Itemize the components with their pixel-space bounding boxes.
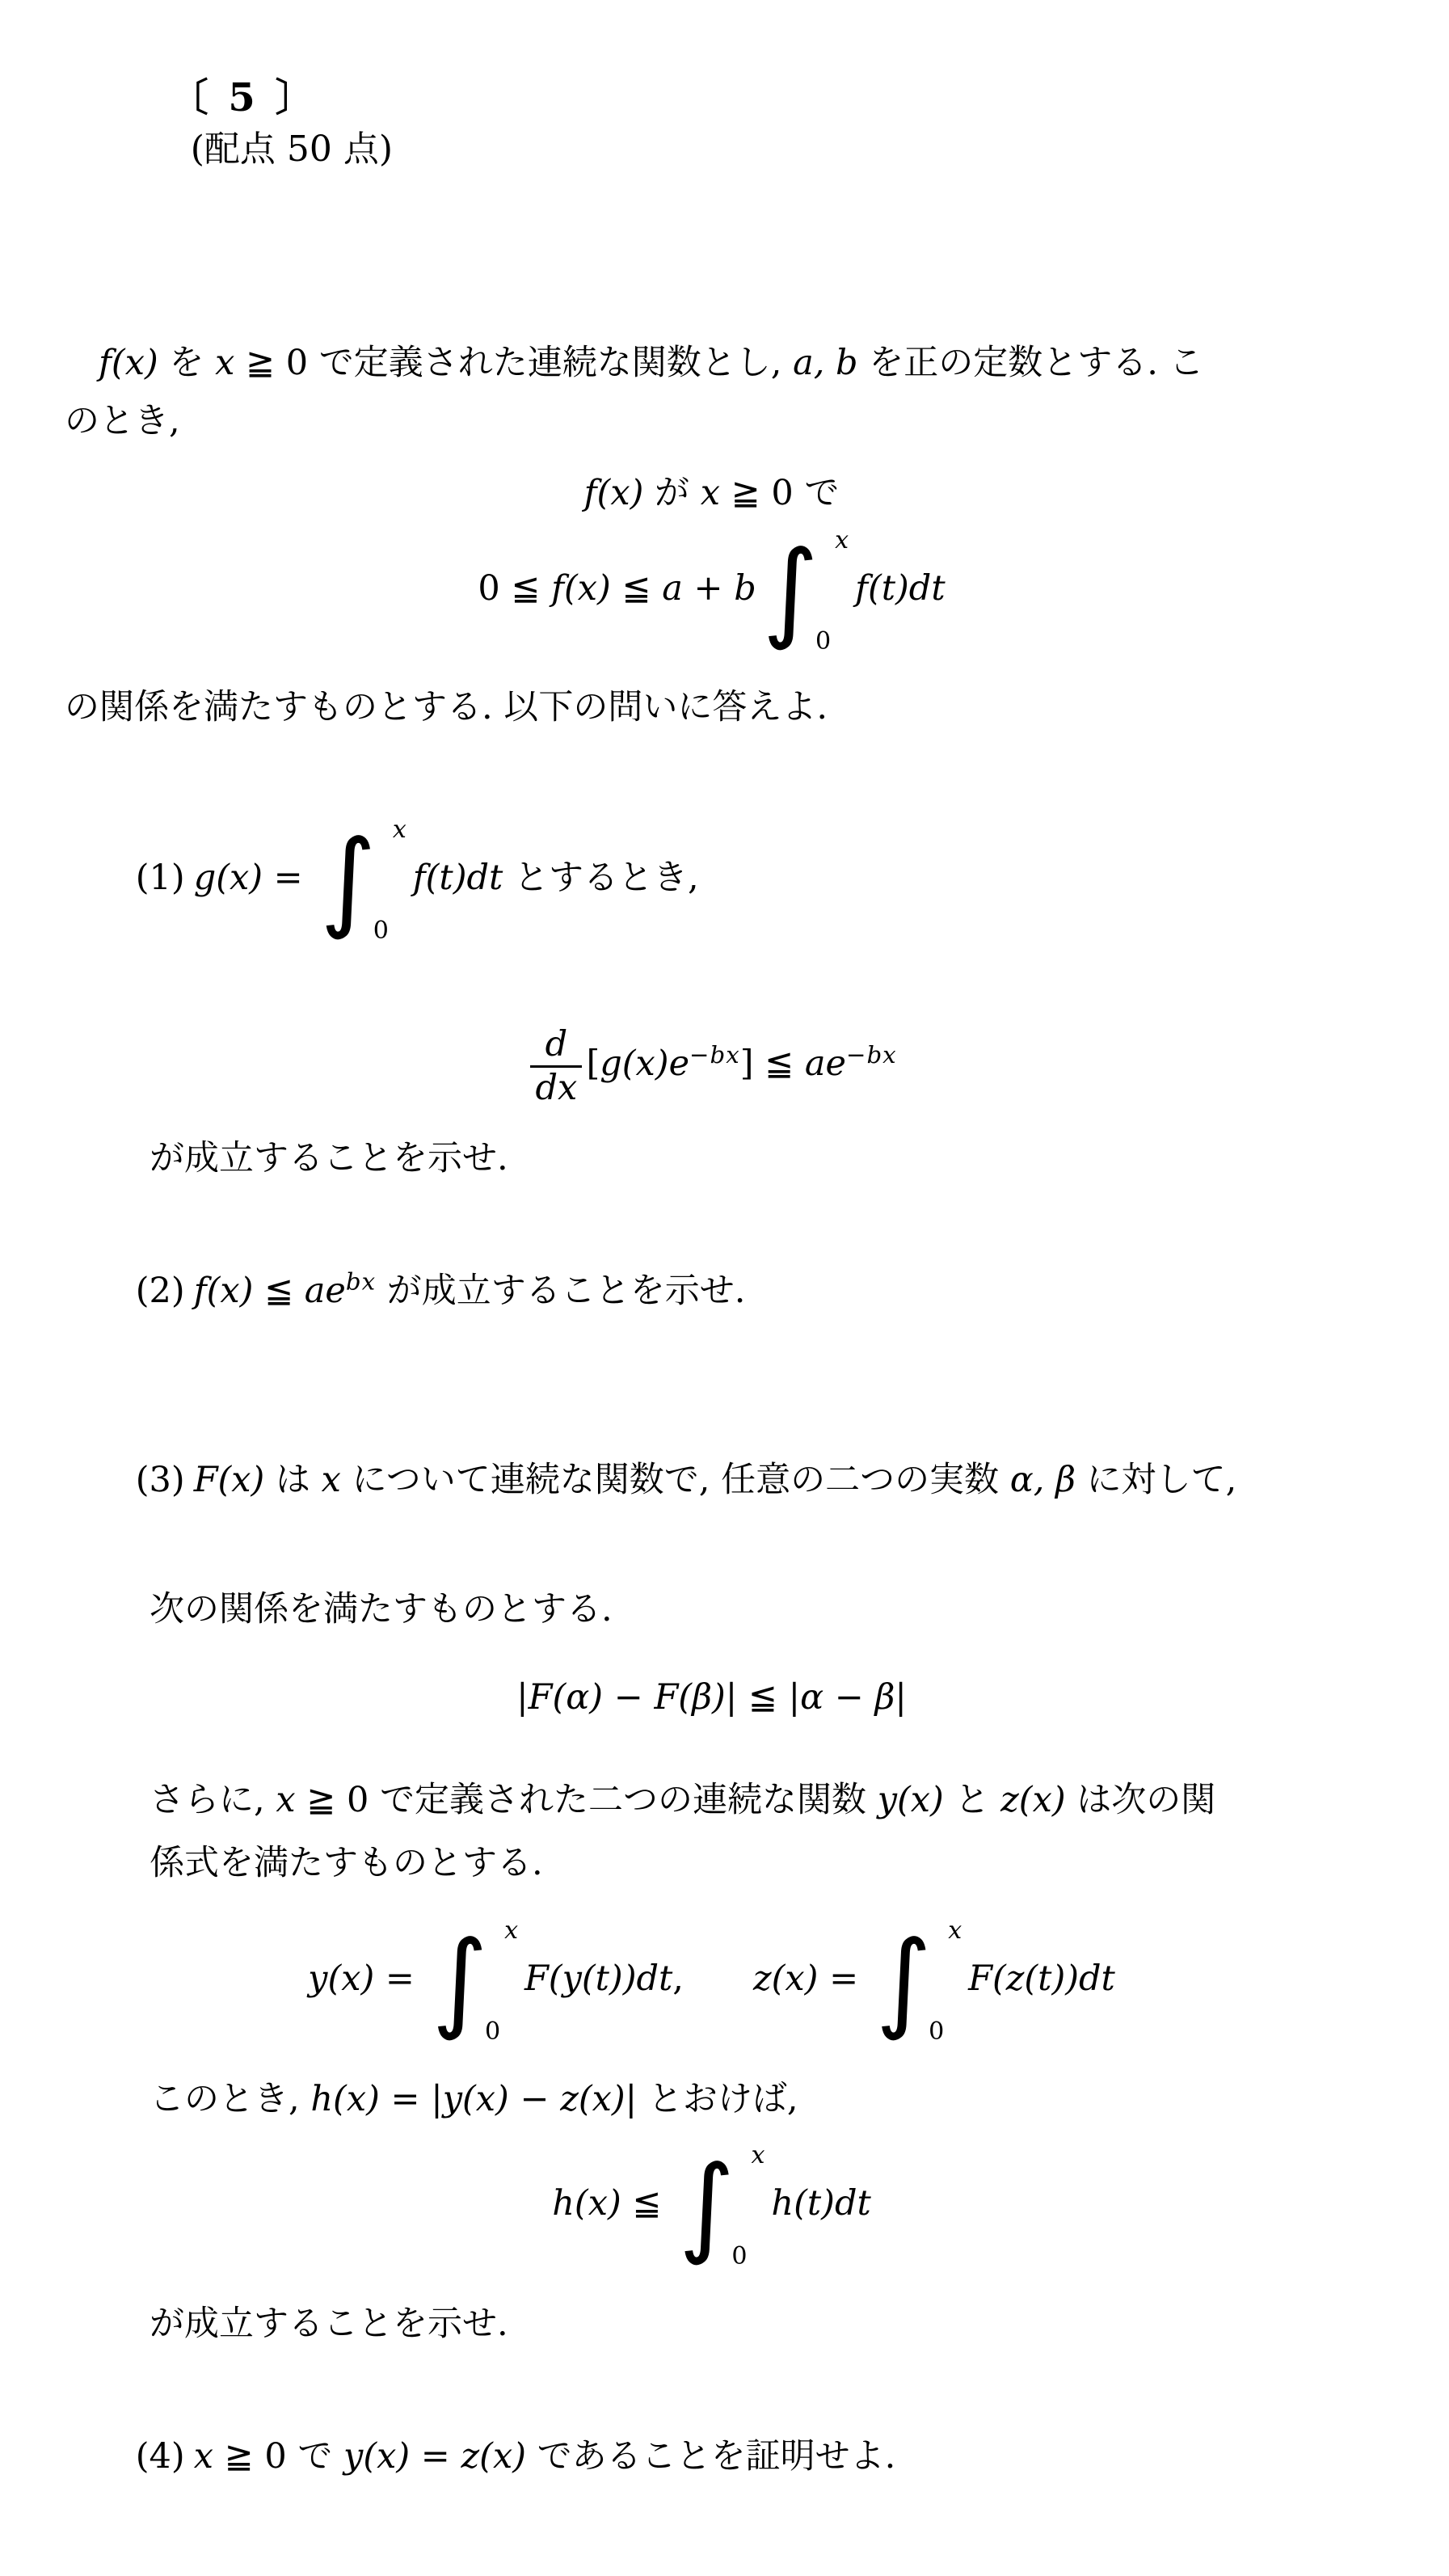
math-upright-run: | ≦ | (725, 1677, 801, 1718)
problem-item-2 (91, 1204, 1401, 1378)
math-italic-run: h(t)dt (771, 2183, 871, 2224)
math-upright-run: − (508, 2079, 561, 2120)
integral-sign: ∫ x 0 (875, 1916, 962, 2047)
math-italic-run: y(x) (343, 2436, 411, 2477)
text-run: は次の関 (1065, 1780, 1216, 1821)
math-italic-run: x (700, 473, 720, 513)
equation-lipschitz (65, 1671, 1401, 1724)
text-run: は (264, 1460, 322, 1501)
item-3-paragraph-2-line-1 (150, 1769, 1401, 1832)
math-upright-run: ≦ (610, 567, 663, 609)
text-run: が成立することを示せ. (376, 1271, 746, 1312)
problem-header (125, 23, 1401, 225)
math-upright-run: 0 ≦ (478, 567, 552, 609)
math-upright-run: = | (379, 2079, 443, 2120)
math-italic-run: f(x) (193, 1271, 254, 1312)
item-3-number: (3) (135, 1460, 185, 1501)
math-italic-run: a, b (793, 343, 858, 383)
problem-number: 〔 5 〕 (169, 75, 318, 120)
math-italic-run: h(x) (552, 2183, 621, 2224)
math-upright-run: , (672, 1958, 684, 2000)
math-upright-run: − (823, 1677, 875, 1718)
math-italic-run: b (734, 567, 756, 609)
item-2-text (193, 1268, 746, 1312)
math-upright-run: ≧ 0 (719, 473, 805, 513)
math-italic-run: x (193, 2436, 213, 2477)
math-upright-run: ≧ 0 (295, 1780, 381, 1821)
text-run: 係式を満たすものとする. (150, 1843, 543, 1884)
math-upright-run: [ (586, 1043, 600, 1085)
math-italic-run: y(x) (308, 1958, 375, 2000)
math-italic-run: α (800, 1677, 824, 1718)
condition-line (65, 468, 1401, 518)
math-italic-run: ae (304, 1271, 346, 1312)
equation-y-z-definitions (65, 1915, 1401, 2047)
problem-item-1 (91, 756, 1401, 1005)
math-upright-run: ] ≦ (739, 1043, 805, 1085)
equation-derivative-inequality (65, 1016, 1401, 1116)
text-run: このとき, (150, 2079, 311, 2120)
intro-line-1 (65, 334, 1401, 392)
math-italic-run: z(x) (1000, 1780, 1066, 1821)
item-1-number: (1) (135, 857, 185, 898)
text-run: が成立することを示せ. (150, 2304, 508, 2345)
integral-sign: ∫ x 0 (678, 2141, 765, 2271)
intro-line-2 (65, 392, 1401, 450)
math-upright-run: ≧ 0 (213, 2436, 298, 2477)
item-2-number: (2) (135, 1271, 185, 1312)
math-upright-run: ≦ (621, 2183, 673, 2224)
item-1-conclusion (150, 1129, 1401, 1187)
math-upright-run: + (682, 567, 735, 609)
math-italic-run: x (215, 343, 235, 383)
math-italic-run: h(x) (310, 2079, 380, 2120)
equation-main-inequality (65, 525, 1401, 657)
text-run: を (158, 343, 216, 383)
math-italic-run: F(x) (193, 1460, 265, 1501)
math-upright-run: − (603, 1677, 655, 1718)
math-italic-run: f(x) (551, 567, 611, 609)
math-italic-run: x (276, 1780, 296, 1821)
math-upright-run: | (895, 1677, 907, 1718)
item-4-number: (4) (135, 2436, 185, 2477)
math-upright-run: = (374, 1958, 426, 2000)
text-run: を正の定数とする. こ (857, 343, 1204, 383)
text-run: のとき, (65, 401, 180, 441)
text-run: に対して, (1076, 1460, 1237, 1501)
item-3-text-line-1 (194, 1460, 1237, 1500)
math-italic-run: f(x) (99, 343, 158, 383)
text-run: で定義された二つの連続な関数 (380, 1780, 878, 1821)
text-run: について連続な関数で, 任意の二つの実数 (340, 1460, 1010, 1501)
item-3-text-line-2 (150, 1580, 1401, 1638)
math-italic-run: z(x) (752, 1958, 819, 2000)
text-run: で (297, 2436, 344, 2477)
points-note: (配点 50 点) (190, 129, 393, 170)
equation-h-inequality (65, 2140, 1401, 2272)
math-italic-run: f(t)dt (855, 567, 946, 609)
math-italic-run: α, β (1009, 1460, 1076, 1501)
item-3-paragraph-2-line-2 (150, 1832, 1401, 1895)
math-italic-run: z(x) (461, 2436, 526, 2477)
math-italic-run: g(x) (193, 857, 263, 898)
item-3-paragraph-2 (65, 1769, 1401, 1895)
superscript: bx (345, 1268, 377, 1296)
text-run: とするとき, (503, 857, 699, 898)
math-italic-run: F(β) (654, 1677, 726, 1718)
math-italic-run: a (662, 567, 683, 609)
text-run: とおけば, (637, 2079, 798, 2120)
text-run: さらに, (150, 1780, 276, 1821)
item-3-paragraph-3 (150, 2070, 1401, 2128)
integral-sign: ∫ x 0 (762, 525, 849, 656)
math-italic-run: ae (804, 1043, 846, 1085)
integral-sign: ∫ x 0 (320, 815, 406, 946)
fraction: $\frac{d}{dx}$ (530, 1024, 582, 1108)
superscript: −bx (689, 1040, 740, 1069)
math-italic-run: f(t)dt (412, 857, 503, 898)
math-italic-run: x (321, 1460, 341, 1501)
math-italic-run: F(α) (528, 1677, 604, 1718)
math-italic-run: F(y(t))dt (524, 1958, 673, 2000)
math-italic-run: f(x) (583, 473, 644, 513)
intro-paragraph (65, 334, 1401, 450)
math-upright-run: ≦ (253, 1271, 305, 1312)
math-upright-run: | (625, 2079, 638, 2120)
math-italic-run: y(x) (442, 2079, 509, 2120)
math-italic-run: z(x) (560, 2079, 626, 2120)
math-italic-run: y(x) (877, 1780, 944, 1821)
math-italic-run: β (874, 1677, 895, 1718)
text-run: であることを証明せよ. (525, 2436, 896, 2477)
problem-item-3 (91, 1393, 1401, 1567)
math-upright-run: | (516, 1677, 529, 1718)
text-run: 次の関係を満たすものとする. (150, 1589, 613, 1630)
math-italic-run: F(z(t))dt (968, 1958, 1115, 2000)
math-upright-run: = (818, 1958, 870, 2000)
text-run: と (943, 1780, 1001, 1821)
text-run: で (804, 473, 840, 513)
item-4-text (194, 2436, 896, 2477)
item-1-text (193, 815, 699, 946)
problem-item-4 (91, 2369, 1401, 2544)
superscript: −bx (845, 1040, 897, 1069)
text-run: が (643, 473, 701, 513)
math-upright-run: = (263, 857, 314, 898)
math-italic-run: g(x)e (600, 1043, 690, 1085)
text-run: の関係を満たすものとする. 以下の問いに答えよ. (65, 686, 828, 727)
item-3-conclusion (150, 2295, 1401, 2353)
integral-sign: ∫ x 0 (432, 1916, 519, 2047)
text-run: が成立することを示せ. (150, 1138, 508, 1179)
after-equation-line (65, 678, 1401, 736)
math-upright-run: ≧ 0 (234, 343, 319, 383)
text-run: で定義された連続な関数とし, (318, 343, 794, 383)
math-upright-run: = (410, 2436, 461, 2477)
